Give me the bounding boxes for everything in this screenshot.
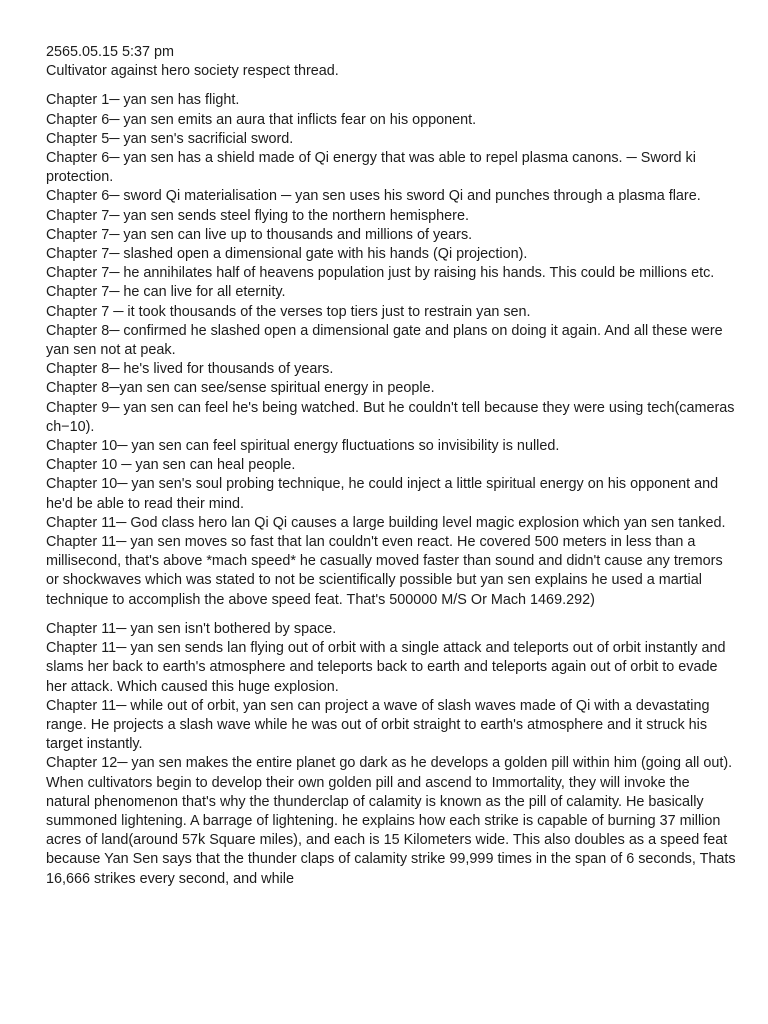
entry: Chapter 11─ while out of orbit, yan sen can project a wave of slash waves made of Qi with a devastating range. He projects a slash wave while he was out of orbit straight to earth's atmosphere and it struck his target instantly.: [46, 697, 710, 753]
entry: Chapter 10─ yan sen can feel spiritual energy fluctuations so invisibility is nulled.: [46, 438, 560, 455]
entry: Chapter 7 ─ it took thousands of the verses top tiers just to restrain yan sen.: [46, 303, 531, 320]
entry-list-continued: [46, 620, 736, 889]
note-timestamp: 2565.05.15 5:37 pm: [46, 44, 175, 60]
entry: Chapter 11─ yan sen sends lan flying out of orbit with a single attack and teleports out of orbit instantly and slams her back to earth's atmosphere and teleports back to earth and teleports again out of orbit to evade her attack. Which caused this huge explosion.: [46, 640, 726, 695]
entry: Chapter 11─ yan sen moves so fast that lan couldn't even react. He covered 500 meters in less than a millisecond, that's above *mach speed* he casually moved faster than sound and didn't cause any tremors or shockwaves which was stated to not be scientifically possible but yan sen explains he used a martial technique to accomplish the above speed feat. That's 500000 M/S Or Mach 1469.292): [46, 534, 723, 608]
entry: Chapter 11─ yan sen isn't bothered by space.: [46, 620, 337, 637]
entry: Chapter 10 ─ yan sen can heal people.: [46, 457, 296, 474]
entry: Chapter 8─ confirmed he slashed open a dimensional gate and plans on doing it again. And all these were yan sen not at peak.: [46, 322, 723, 359]
entry: Chapter 11─ God class hero lan Qi Qi causes a large building level magic explosion which yan sen tanked.: [46, 514, 726, 531]
entry: Chapter 6─ yan sen emits an aura that inflicts fear on his opponent.: [46, 111, 477, 128]
entry: Chapter 8─yan sen can see/sense spiritual energy in people.: [46, 380, 435, 397]
entry: Chapter 7─ yan sen sends steel flying to the northern hemisphere.: [46, 207, 469, 224]
entry: Chapter 9─ yan sen can feel he's being watched. But he couldn't tell because they were using tech(cameras ch−10).: [46, 399, 735, 435]
note-title: Cultivator against hero society respect thread.: [46, 63, 339, 80]
entry: Chapter 7─ slashed open a dimensional gate with his hands (Qi projection).: [46, 246, 528, 263]
entry: Chapter 5─ yan sen's sacrificial sword.: [46, 130, 294, 147]
entry: Chapter 8─ he's lived for thousands of years.: [46, 361, 334, 378]
entry: Chapter 6─ sword Qi materialisation ─ yan sen uses his sword Qi and punches through a plasma flare.: [46, 188, 701, 205]
entry-list: [46, 91, 736, 609]
entry: Chapter 1─ yan sen has flight.: [46, 92, 240, 109]
entry: Chapter 7─ he can live for all eternity.: [46, 284, 286, 301]
entry: Chapter 12─ yan sen makes the entire planet go dark as he develops a golden pill within him (going all out). When cultivators begin to develop their own golden pill and ascend to Immortality, they will invoke the natural phenomenon that's why the thunderclap of calamity is known as the pill of calamity. He basically summoned lightening. A barrage of lightening. he explains how each strike is capable of burning 37 million acres of land(around 57k Square miles), and each is 15 Kilometers wide. This also doubles as a speed feat because Yan Sen says that the thunder claps of calamity strike 99,999 times in the span of 6 seconds, Thats 16,666 strikes every second, and while: [46, 755, 736, 887]
note-document: [46, 43, 736, 889]
entry: Chapter 7─ he annihilates half of heavens population just by raising his hands. This could be millions etc.: [46, 265, 715, 282]
entry: Chapter 6─ yan sen has a shield made of Qi energy that was able to repel plasma canons. ─ Sword ki protection.: [46, 150, 696, 186]
entry: Chapter 10─ yan sen's soul probing technique, he could inject a little spiritual energy on his opponent and he'd be able to read their mind.: [46, 476, 719, 512]
entry: Chapter 7─ yan sen can live up to thousands and millions of years.: [46, 226, 473, 243]
